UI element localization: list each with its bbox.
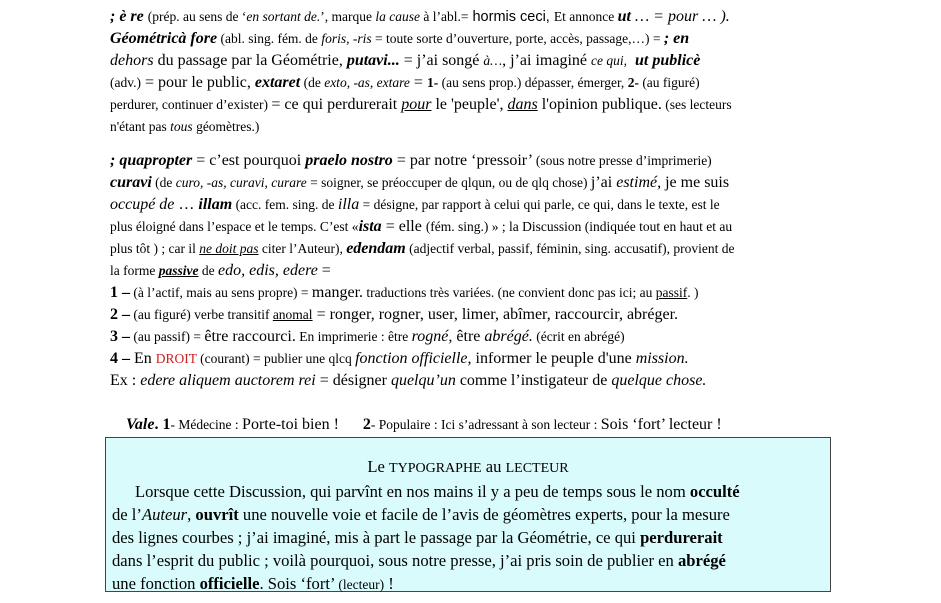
text: traductions très variées. (ne convient donc pas ici; au: [363, 285, 656, 300]
text: (prép. au sens de ‘: [147, 9, 247, 24]
text: . 1: [154, 416, 171, 433]
text: =: [317, 262, 331, 279]
text: Ex :: [110, 372, 141, 389]
text: exto, -as, extare: [324, 75, 410, 90]
text: informer le peuple d'une: [471, 350, 636, 367]
text: n'étant pas: [110, 119, 171, 134]
text: ut: [617, 8, 631, 25]
text: (au figuré) verbe transitif: [130, 307, 273, 322]
term-putavi: putavi...: [346, 52, 400, 69]
text: (de: [300, 75, 325, 90]
note-line-15: [110, 326, 858, 348]
text: = toute sorte d’ouverture, porte, accès, passage,…) =: [371, 31, 664, 46]
text: dans: [507, 96, 538, 113]
text: géomètres.): [192, 119, 260, 134]
text: passif: [655, 285, 688, 300]
note-line-9: [110, 194, 858, 216]
text: occupé de: [110, 196, 175, 213]
term-geometrica-fore: Géométricà fore: [110, 30, 218, 47]
term-extaret: extaret: [254, 74, 301, 91]
note-line-18: [110, 392, 858, 433]
text: ’, marque: [320, 9, 376, 24]
text: abrégé.: [484, 328, 533, 345]
text: pour: [401, 96, 432, 113]
text: illa: [337, 196, 360, 213]
term-e-re: ; è re: [110, 8, 144, 25]
note-line-13: [110, 282, 858, 304]
text: (ses lecteurs: [661, 97, 732, 112]
box-line-5: une fonction officielle. Sois ‘fort’ (lecteur) !: [112, 574, 394, 593]
box-line-3: des lignes courbes ; j’ai imaginé, mis à part le passage par la Géométrie, ce qui perdurerait: [112, 528, 723, 547]
text: En: [130, 350, 156, 367]
term-droit: DROIT: [155, 351, 197, 366]
text: citer l’Auteur),: [258, 241, 347, 256]
text: du passage par la Géométrie,: [153, 52, 347, 69]
text: quelqu’un: [390, 372, 456, 389]
term-vale: Vale: [126, 416, 155, 433]
term-quapropter: ; quapropter: [110, 152, 193, 169]
text: 2: [338, 416, 371, 433]
text: (de: [151, 175, 176, 190]
text: = par notre ‘pressoir’: [392, 152, 536, 169]
box-line-1: Lorsque cette Discussion, qui parvînt en nos mains il y a peu de temps sous le nom occulté: [135, 482, 740, 501]
text: = ce qui perdurerait: [271, 96, 402, 113]
text: = soigner, se préoccuper de qlqun, ou de qlq chose): [306, 175, 591, 190]
note-line-16: [110, 348, 858, 370]
text: 4 –: [110, 350, 130, 367]
term-illam: illam: [198, 196, 233, 213]
text: = elle: [381, 218, 426, 235]
text: manger.: [311, 284, 364, 301]
text: 2-: [627, 75, 639, 90]
text: 1-: [426, 75, 439, 90]
text: (à l’actif, mais au sens propre) =: [130, 285, 312, 300]
text: estimé,: [616, 174, 662, 191]
text: (au sens prop.) dépasser, émerger,: [438, 75, 628, 90]
text: - Populaire : Ici s’adressant à son lecteur :: [370, 417, 601, 432]
text: (écrit en abrégé): [532, 329, 625, 344]
text: rogné,: [411, 328, 453, 345]
text: de: [198, 263, 218, 278]
text: perdurer, continuer d’exister): [110, 97, 272, 112]
term-edendam: edendam: [346, 240, 406, 257]
text: à l’abl.=: [419, 9, 469, 24]
note-line-10: [110, 216, 858, 238]
text: fonction officielle,: [355, 350, 472, 367]
text: = c’est pourquoi: [192, 152, 306, 169]
text: …: [174, 196, 199, 213]
text: Porte-toi bien !: [242, 416, 339, 433]
text: dehors: [110, 52, 154, 69]
term-ut-publice: ut publicè: [635, 52, 701, 69]
text: En imprimerie : être: [295, 329, 412, 344]
text: (adjectif verbal, passif, féminin, sing. accusatif), provient de: [405, 241, 735, 256]
text: plus éloigné dans l’espace et le temps. C’est «: [110, 219, 359, 234]
text: (au passif) =: [130, 329, 205, 344]
text: edere aliquem auctorem rei: [140, 372, 316, 389]
box-line-4: dans l’esprit du public ; voilà pourquoi, sous notre presse, j’ai pris soin de publier en abrégé: [112, 551, 726, 570]
note-line-6: [110, 116, 858, 138]
note-line-7: [110, 150, 858, 172]
text: mission.: [635, 350, 689, 367]
text: quelque chose.: [611, 372, 707, 389]
text: ; en: [663, 30, 690, 47]
text: la cause: [375, 9, 420, 24]
text: 3 –: [110, 328, 130, 345]
text: = désigner: [315, 372, 391, 389]
text: pour: [667, 8, 699, 25]
text: être raccourci.: [204, 328, 296, 345]
text: (abl. sing. fém. de: [217, 31, 322, 46]
text: , j’ai imaginé: [502, 52, 592, 69]
text: (au figuré): [638, 75, 700, 90]
text: Et annonce: [553, 9, 618, 24]
note-line-1: [110, 6, 858, 28]
text: ce qui,: [591, 53, 628, 68]
text: (adv.): [110, 75, 141, 90]
text: (courant) = publier une qlcq: [196, 351, 356, 366]
text: être: [452, 328, 485, 345]
text: à…: [483, 53, 503, 68]
text: Sois ‘fort’ lecteur !: [600, 416, 722, 433]
text: j’ai: [590, 174, 617, 191]
text: anomal: [272, 307, 313, 322]
text: 1 –: [110, 284, 130, 301]
text: (sous notre presse d’imprimerie): [535, 153, 712, 168]
text: plus tôt ) ; car il: [110, 241, 200, 256]
text: hormis ceci,: [468, 9, 554, 25]
text: =: [409, 74, 427, 91]
box-title: Le TYPOGRAPHE au LECTEUR: [367, 457, 569, 476]
text: tous: [170, 119, 193, 134]
text: = j’ai songé: [399, 52, 484, 69]
spacer: [110, 138, 858, 150]
note-line-2: [110, 28, 858, 50]
text: je me suis: [661, 174, 730, 191]
text: 2 –: [110, 306, 130, 323]
text: comme l’instigateur de: [455, 372, 612, 389]
note-line-17: [110, 370, 858, 392]
text: foris,: [321, 31, 350, 46]
text: = ronger, rogner, user, limer, abîmer, raccourcir, abréger.: [312, 306, 679, 323]
term-praelo-nostro: praelo nostro: [305, 152, 393, 169]
term-curavi: curavi: [110, 174, 152, 191]
text: passive: [158, 263, 199, 278]
text: = désigne, par rapport à celui qui parle, ce qui, dans le texte, est le: [359, 197, 720, 212]
text: edo, edis, edere: [217, 262, 318, 279]
latin-notes: [110, 6, 858, 433]
note-line-11: [110, 238, 858, 260]
text: (fém. sing.) » ; la Discussion (indiquée tout en haut et au: [425, 219, 733, 234]
typographer-note-box: [105, 437, 831, 592]
text: . ): [687, 285, 699, 300]
text: en sortant de.: [246, 9, 321, 24]
text: l'opinion publique.: [537, 96, 662, 113]
note-line-12: [110, 260, 858, 282]
note-line-8: [110, 172, 858, 194]
text: … ).: [698, 8, 730, 25]
note-line-3: [110, 50, 858, 72]
text: … =: [630, 8, 668, 25]
note-line-4: [110, 72, 858, 94]
note-line-5: [110, 94, 858, 116]
box-line-2: de l’Auteur, ouvrît une nouvelle voie et facile de l’avis de géomètres experts, pour la mesure: [112, 505, 730, 524]
text: -ris: [349, 31, 372, 46]
text: = pour le public,: [140, 74, 255, 91]
text: (acc. fem. sing. de: [232, 197, 338, 212]
note-line-14: [110, 304, 858, 326]
text: ne doit pas: [199, 241, 259, 256]
text: le 'peuple',: [431, 96, 508, 113]
text: la forme: [110, 263, 159, 278]
text: curo, -as, curavi, curare: [175, 175, 307, 190]
term-ista: ista: [358, 218, 382, 235]
text: - Médecine :: [170, 417, 243, 432]
